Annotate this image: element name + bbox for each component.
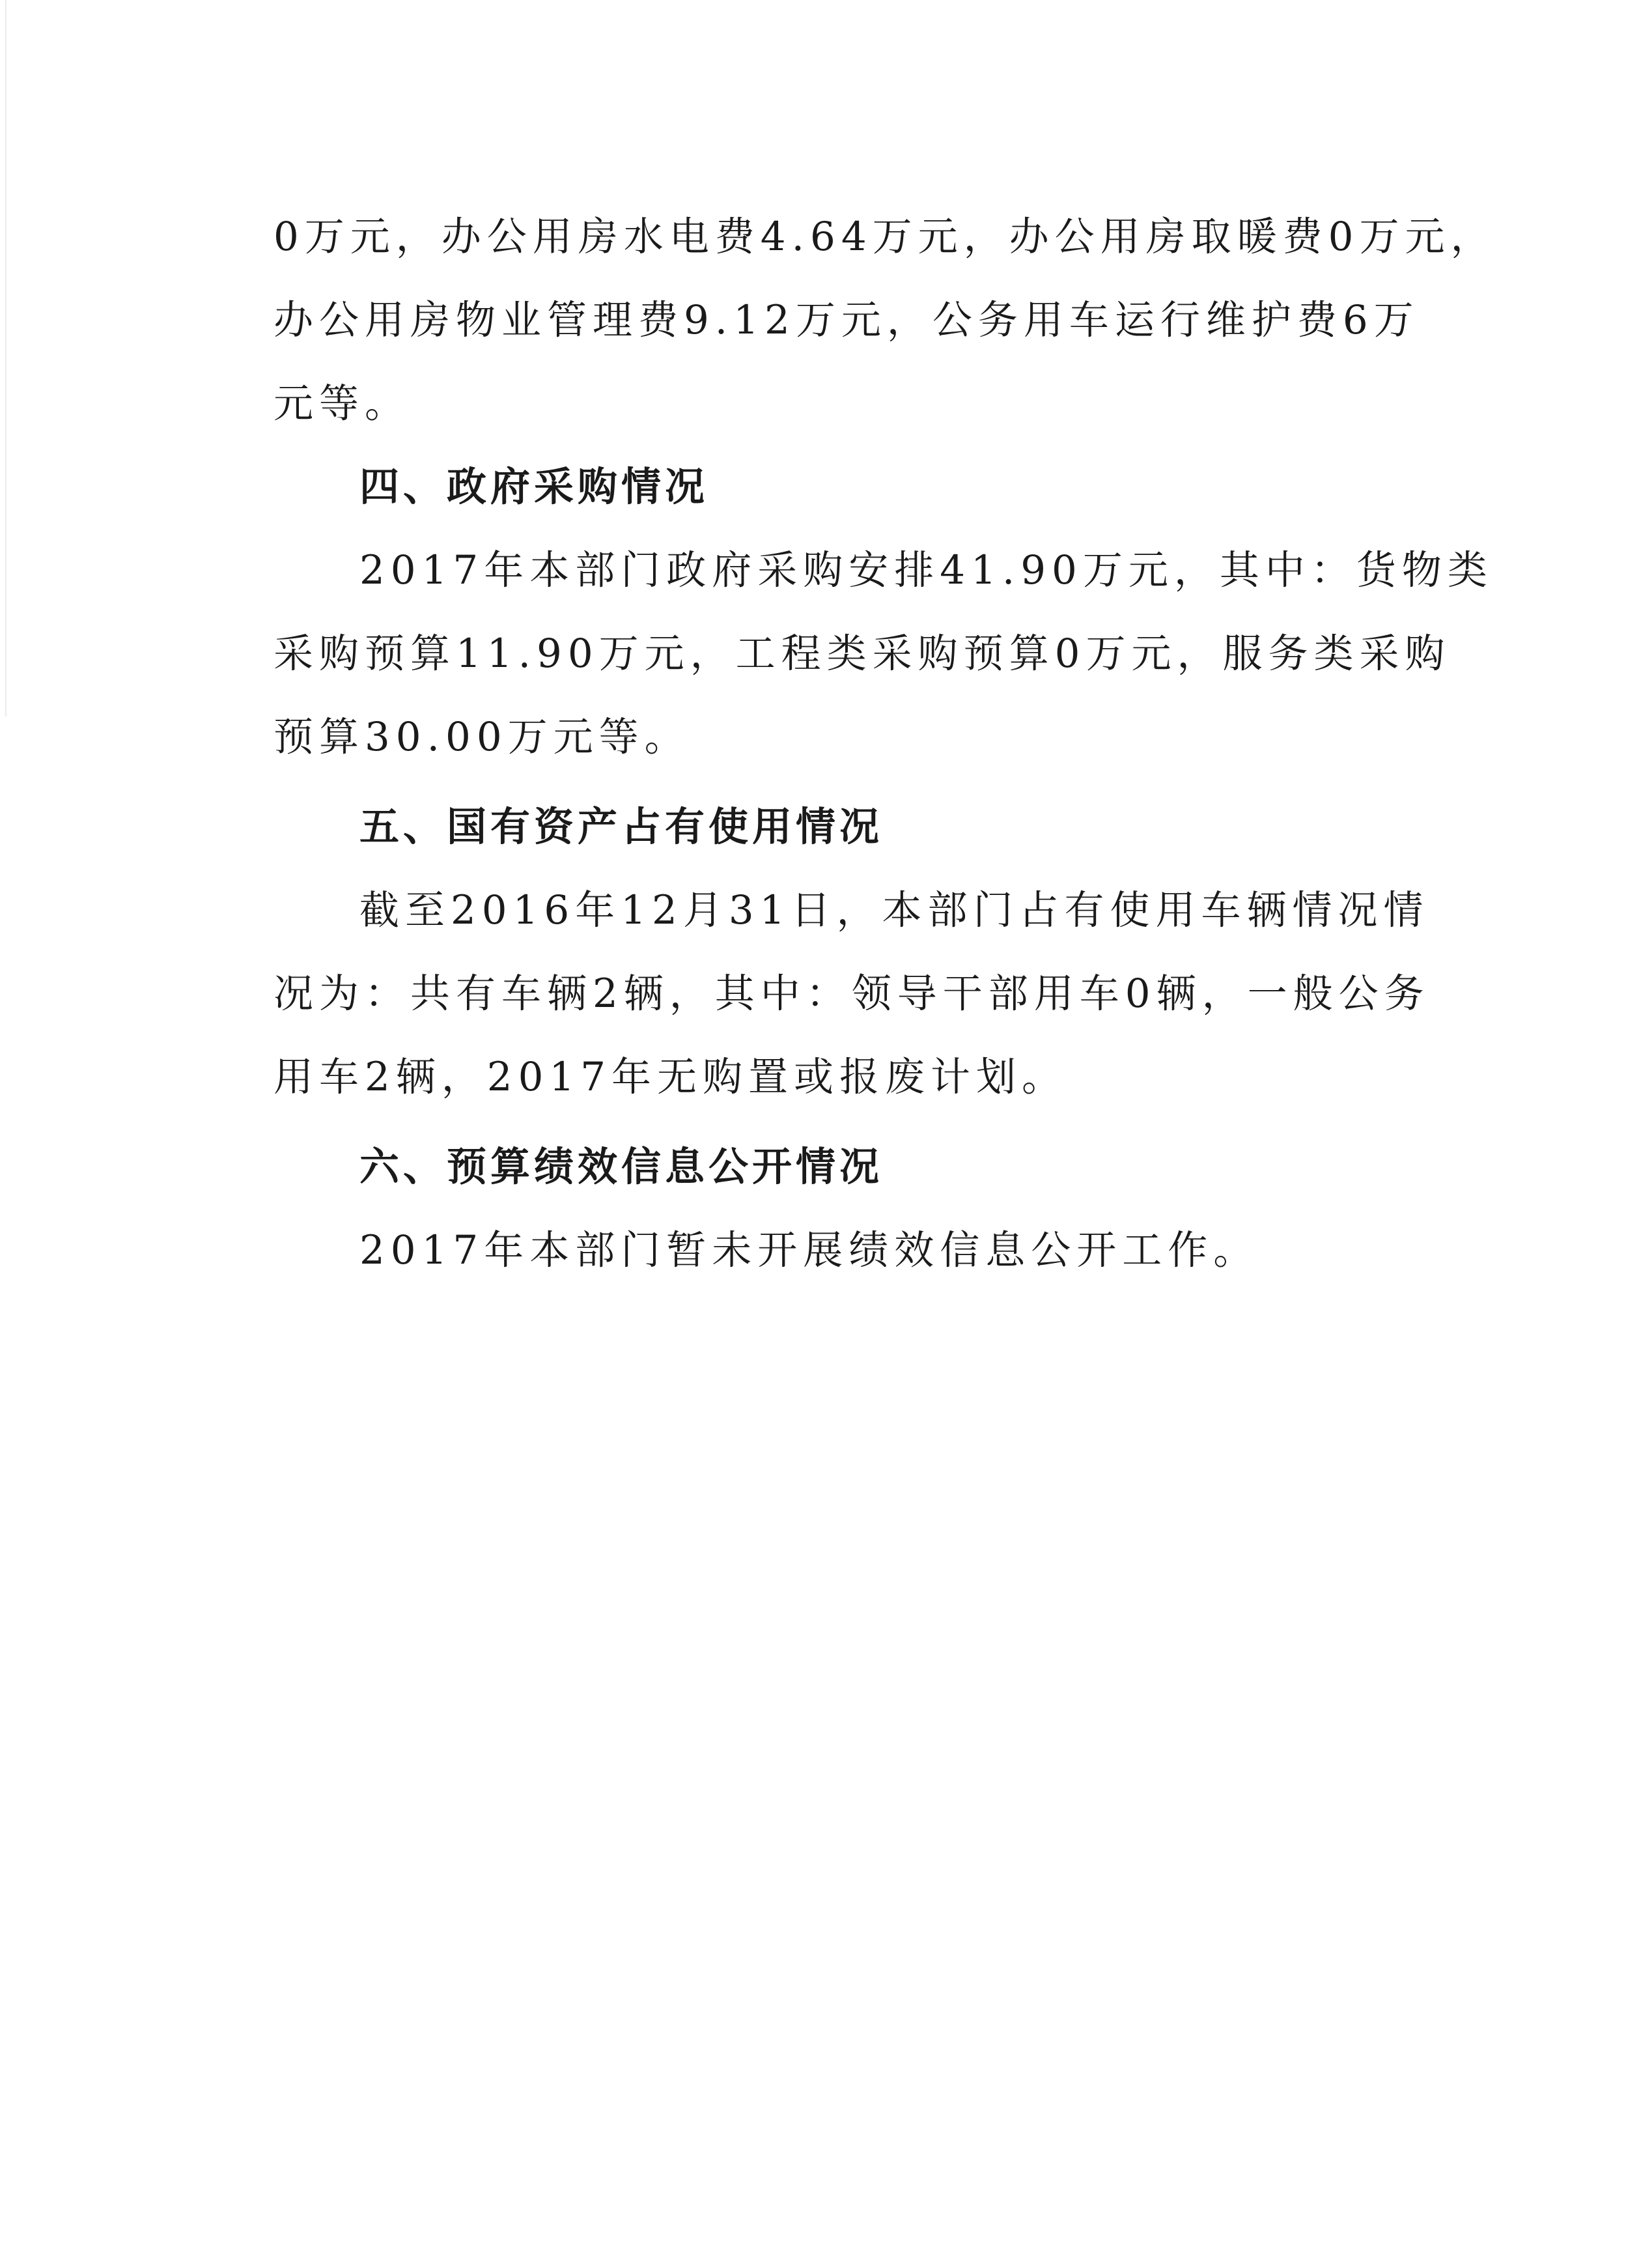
scan-edge-shadow [5, 0, 7, 716]
body-line: 元等。 [273, 380, 411, 427]
body-line: 2017年本部门暂未开展绩效信息公开工作。 [359, 1227, 1259, 1273]
body-line: 2017年本部门政府采购安排41.90万元，其中：货物类 [359, 547, 1493, 593]
body-line: 截至2016年12月31日，本部门占有使用车辆情况情 [359, 887, 1429, 933]
body-line: 用车2辆，2017年无购置或报废计划。 [273, 1054, 1068, 1100]
body-line: 办公用房物业管理费9.12万元，公务用车运行维护费6万 [273, 297, 1420, 343]
body-line: 预算30.00万元等。 [273, 714, 690, 760]
body-line: 0万元，办公用房水电费4.64万元，办公用房取暖费0万元， [273, 214, 1496, 260]
body-line: 采购预算11.90万元，工程类采购预算0万元，服务类采购 [273, 631, 1451, 677]
section-heading-government-procurement: 四、政府采购情况 [359, 464, 709, 510]
section-heading-state-assets: 五、国有资产占有使用情况 [359, 804, 884, 850]
body-line: 况为：共有车辆2辆，其中：领导干部用车0辆，一般公务 [273, 971, 1430, 1017]
section-heading-performance-info: 六、预算绩效信息公开情况 [359, 1144, 884, 1190]
